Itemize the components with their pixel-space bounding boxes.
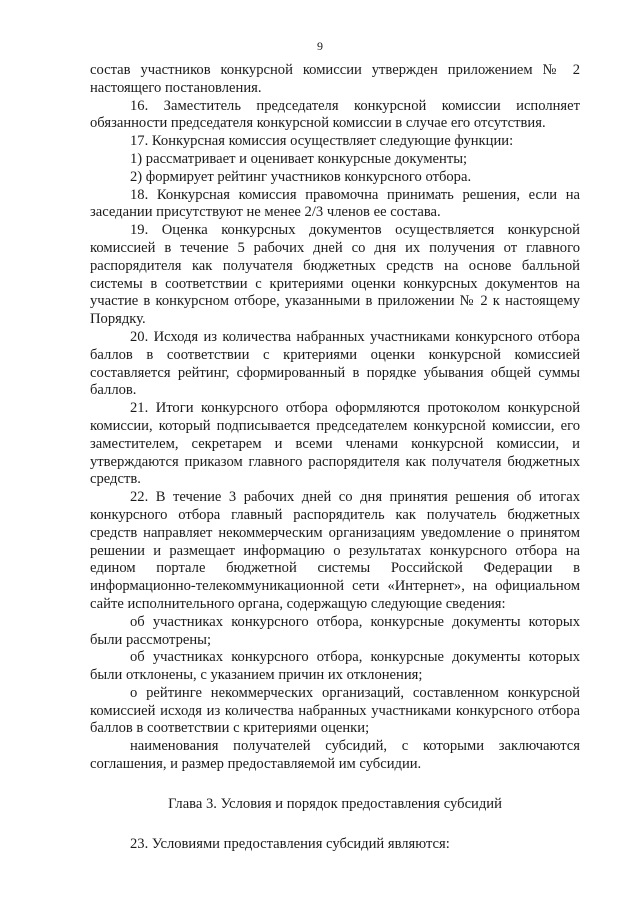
paragraph: о рейтинге некоммерческих организаций, составленном конкурсной комиссией исходя из количества набранных участниками конкурсного отбора баллов в соответствии с критериями оценки; — [90, 684, 580, 737]
paragraph: 21. Итоги конкурсного отбора оформляются протоколом конкурсной комиссии, который подписывается председателем конкурсной комиссии, его заместителем, секретарем и всеми членами конкурсной комиссии, и утверждаются приказом главного распорядителя как получателя бюджетных средств. — [90, 400, 580, 488]
paragraph: 16. Заместитель председателя конкурсной комиссии исполняет обязанности председателя конкурсной комиссии в случае его отсутствия. — [90, 97, 580, 132]
paragraph: 22. В течение 3 рабочих дней со дня принятия решения об итогах конкурсного отбора главный распорядитель как получатель бюджетных средств направляет некоммерческим организациям уведомление о принятом решении и размещает информацию о результатах конкурсного отбора на едином портале бюджетной системы Российской Федерации в информационно-телекоммуникационной сети «Интернет», на официальном сайте исполнительного органа, содержащую следующие сведения: — [90, 489, 580, 612]
page-number: 9 — [317, 39, 323, 53]
paragraph: 2) формирует рейтинг участников конкурсного отбора. — [130, 168, 472, 185]
paragraph: об участниках конкурсного отбора, конкурсные документы которых были рассмотрены; — [90, 613, 580, 648]
document-body — [90, 62, 580, 853]
paragraph: 23. Условиями предоставления субсидий являются: — [130, 835, 450, 852]
paragraph: наименования получателей субсидий, с которыми заключаются соглашения, и размер предоставляемой им субсидии. — [90, 738, 580, 773]
chapter-heading: Глава 3. Условия и порядок предоставления субсидий — [168, 795, 502, 812]
paragraph: об участниках конкурсного отбора, конкурсные документы которых были отклонены, с указанием причин их отклонения; — [90, 649, 580, 684]
paragraph: 1) рассматривает и оценивает конкурсные документы; — [130, 150, 468, 167]
paragraph: 20. Исходя из количества набранных участниками конкурсного отбора баллов в соответствии с критериями оценки конкурсной комиссией составляется рейтинг, сформированный в порядке убывания общей суммы баллов. — [90, 328, 580, 399]
paragraph: состав участников конкурсной комиссии утвержден приложением № 2 настоящего постановления. — [90, 62, 580, 96]
paragraph: 18. Конкурсная комиссия правомочна принимать решения, если на заседании присутствуют не менее 2/3 членов ее состава. — [90, 186, 580, 221]
paragraph: 19. Оценка конкурсных документов осуществляется конкурсной комиссией в течение 5 рабочих дней со дня их получения от главного распорядителя как получателя бюджетных средств на основе балльной системы в соответствии с критериями оценки конкурсных документов на участие в конкурсном отборе, указанными в приложении № 2 к настоящему Порядку. — [90, 222, 580, 328]
paragraph: 17. Конкурсная комиссия осуществляет следующие функции: — [130, 133, 514, 150]
